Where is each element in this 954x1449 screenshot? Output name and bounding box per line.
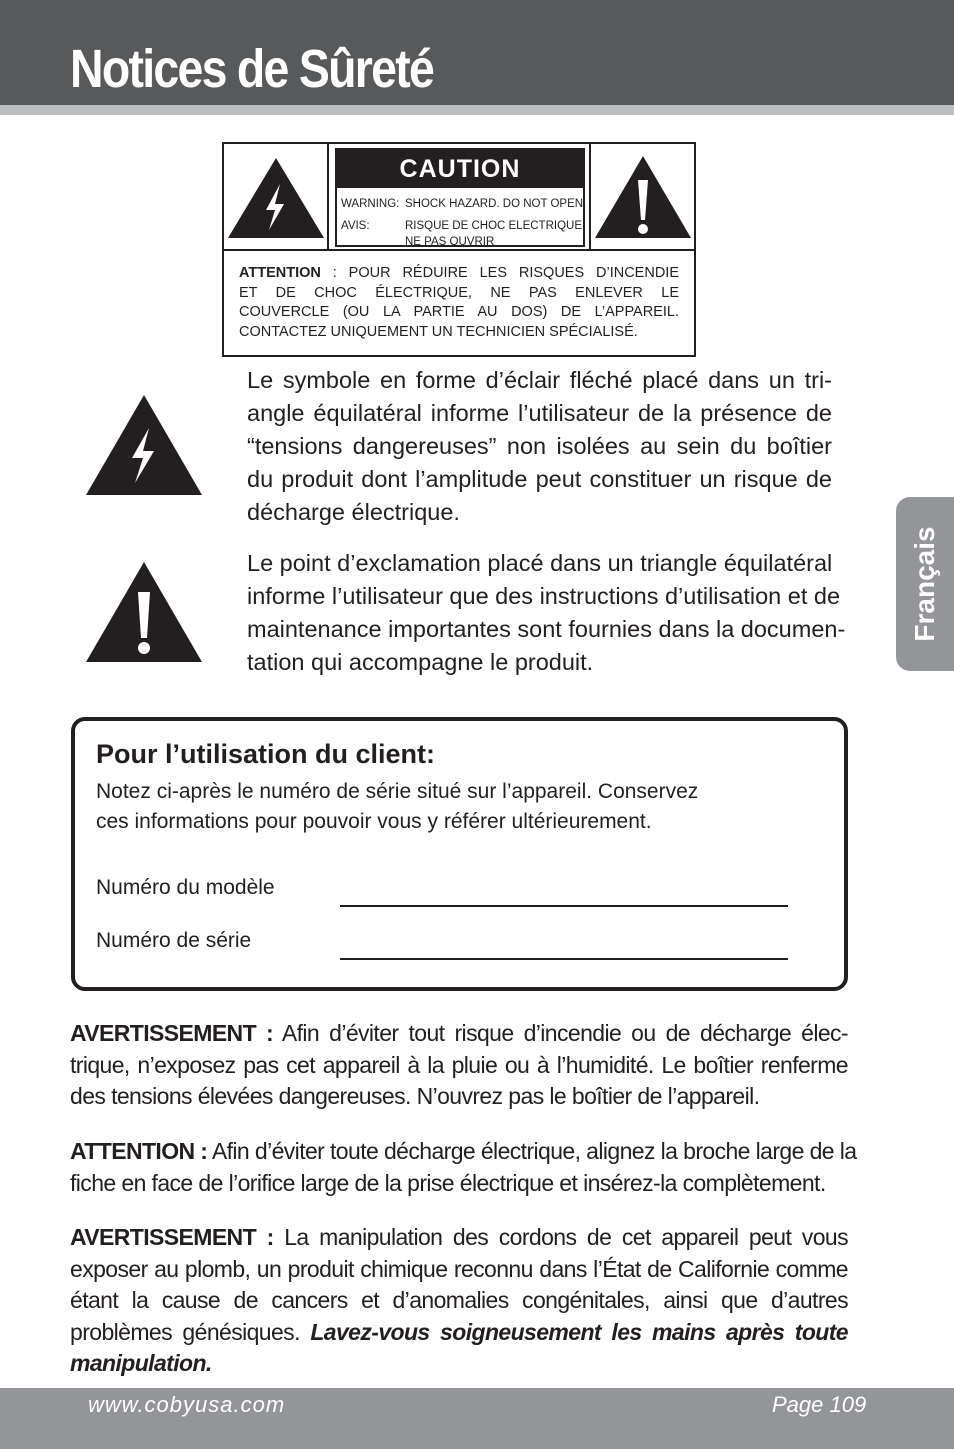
warning-line: exposer au plomb, un produit chimique reconnu dans l’État de Californie comme [70,1255,848,1282]
caution-warning-row [341,198,586,210]
caution-right-cell [589,144,694,251]
caution-attention-line: : POUR RÉDUIRE LES RISQUES D’INCENDIE [320,265,679,281]
warning-lead [70,1222,848,1380]
customer-record-title: Pour l’utilisation du client: [96,739,436,769]
caution-label [222,142,696,357]
paragraph-line: angle équilatéral informe l’utilisateur de la présence de [247,400,832,426]
paragraph-line: Le point d’exclamation placé dans un triangle équilatéral [247,550,833,576]
caution-attention-line: CONTACTEZ UNIQUEMENT UN TECHNICIEN SPÉCIALISÉ. [239,323,638,340]
warning-key: WARNING: [341,198,400,210]
caution-avis-row [341,220,585,232]
customer-record-text [96,777,698,837]
lightning-triangle-icon [86,395,202,496]
caution-left-cell [224,144,329,251]
avis-value-2: NE PAS OUVRIR [405,236,495,248]
caution-attention-bold: ATTENTION [239,265,321,281]
paragraph-line: maintenance importantes sont fournies dans la documen- [247,616,846,642]
caution-label-top [224,144,694,251]
lightning-warning-icon [224,144,329,251]
exclamation-explanation [247,547,846,679]
lightning-explanation [247,364,832,529]
paragraph-line: “tensions dangereuses” non isolées au sein du boîtier [247,433,832,459]
warning-line: trique, n’exposez pas cet appareil à la pluie ou à l’humidité. Le boîtier renferme [70,1051,848,1078]
exclamation-warning-icon [591,144,696,251]
language-tab-label: Français [909,526,940,642]
caution-divider [224,249,694,251]
warning-line: Afin d’éviter toute décharge électrique, alignez la broche large de la [207,1138,857,1164]
avis-value-1: RISQUE DE CHOC ELECTRIQUE. [405,220,586,232]
warning-line: La manipulation des cordons de cet appareil peut vous [273,1224,848,1250]
page-number: Page 109 [772,1392,867,1417]
customer-record-box [71,717,848,991]
serial-number-field[interactable] [340,958,788,960]
model-number-field[interactable] [340,905,788,907]
serial-number-label: Numéro de série [96,929,252,952]
avis-key: AVIS: [341,220,370,232]
warning-plug [70,1136,857,1199]
header-divider [0,105,954,115]
model-number-label: Numéro du modèle [96,876,275,899]
warning-value: SHOCK HAZARD. DO NOT OPEN. [405,198,587,210]
warning-line: Afin d’éviter tout risque d’incendie ou de décharge élec- [273,1020,848,1046]
footer-url[interactable]: www.cobyusa.com [88,1392,286,1417]
caution-attention-line: ET DE CHOC ÉLECTRIQUE, NE PAS ENLEVER LE [239,284,679,301]
caution-heading: CAUTION [337,150,583,188]
language-tab[interactable] [896,497,954,671]
warning-emphasis: manipulation. [70,1350,212,1376]
paragraph-line: informe l’utilisateur que des instructions d’utilisation et de [247,583,841,609]
caution-attention-line: COUVERCLE (OU LA PARTIE AU DOS) DE L’APPAREIL. [239,304,679,320]
paragraph-line: du produit dont l’amplitude peut constituer un risque de [247,466,832,492]
warning-moisture [70,1018,848,1113]
warning-line: étant la cause de cancers et d’anomalies congénitales, ainsi que d’autres [70,1287,848,1313]
paragraph-line: Le symbole en forme d’éclair fléché placé dans un tri- [247,367,832,393]
caution-attention-text [239,264,679,342]
customer-record-line: ces informations pour pouvoir vous y référer ultérieurement. [96,810,652,833]
warning-line: problèmes génésiques. [70,1318,311,1345]
caution-avis-row-2 [341,236,494,248]
warning-bold-label: AVERTISSEMENT : [70,1020,274,1046]
warning-bold-label: ATTENTION : [70,1138,208,1164]
page-title: Notices de Sûreté [70,39,434,99]
warning-bold-label: AVERTISSEMENT : [70,1224,274,1250]
warning-emphasis: Lavez-vous soigneusement les mains après toute [310,1318,848,1345]
warning-line: des tensions élevées dangereuses. N’ouvrez pas le boîtier de l’appareil. [70,1083,760,1109]
caution-mid-cell [331,144,589,251]
exclamation-triangle-icon [86,562,202,663]
paragraph-line: tation qui accompagne le produit. [247,649,594,675]
paragraph-line: décharge électrique. [247,499,460,525]
customer-record-line: Notez ci-après le numéro de série situé sur l’appareil. Conservez [96,780,699,803]
warning-line: fiche en face de l’orifice large de la prise électrique et insérez-la complètement. [70,1169,826,1196]
